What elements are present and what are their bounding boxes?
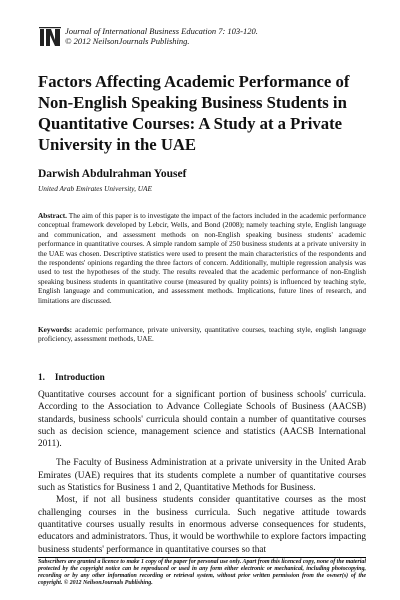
keywords bbox=[38, 325, 366, 344]
paragraph: Most, if not all business students consider quantitative courses as the most challenging courses in the business curricula. Such negative attitude towards quantitative courses usually results in enormous adverse consequences for students, educators and administrators. Thus, it would be worthwhile to explore factors impacting business students' performance in quantitative courses so that bbox=[38, 495, 366, 555]
paragraph: Quantitative courses account for a significant portion of business schools' curricula. According to the Association to Advance Collegiate Schools of Business (AACSB) standards, business schools' curricula should contain a number of quantitative courses such as decision science, management science and statistics (AACSB International 2011). bbox=[38, 390, 366, 450]
journal-header bbox=[39, 26, 258, 48]
author-name: Darwish Abdulrahman Yousef bbox=[38, 168, 187, 180]
paper-title: Factors Affecting Academic Performance of Non-English Speaking Business Students in Quantitative Courses: A Study at a Private University in the UAE bbox=[38, 72, 350, 154]
journal-citation: Journal of International Business Education 7: 103-120. bbox=[65, 26, 258, 36]
footer-divider bbox=[38, 557, 366, 558]
body-text bbox=[38, 389, 366, 556]
abstract-text: The aim of this paper is to investigate the impact of the factors included in the academic performance conceptual framework developed by Lebcir, Wells, and Bond (2008); namely teaching style, English language and communication, and assessment methods on non-English speaking business students' academic performance in quantitative courses. A simple random sample of 250 business students at a private university in the UAE was chosen. Descriptive statistics were used to present the main characteristics of the respondents and the respondents' opinions regarding the three factors of concern. Additionally, multiple regression analysis was used to test the hypotheses of the study. The results revealed that the academic performance of non-English speaking business students in quantitative course (measured by quality points) is influenced by teaching style, English language and communication, and assessment methods. Implications, future lines of research, and limitations are discussed. bbox=[38, 211, 366, 305]
keywords-text: academic performance, private university, quantitative courses, teaching style, english language proficiency, assessment methods, UAE. bbox=[38, 325, 366, 344]
journal-logo-icon bbox=[39, 26, 61, 48]
author-affiliation: United Arab Emirates University, UAE bbox=[38, 184, 152, 193]
copyright-line: © 2012 NeilsonJournals Publishing. bbox=[65, 36, 190, 46]
section-heading bbox=[38, 372, 105, 382]
abstract bbox=[38, 211, 366, 305]
abstract-label: Abstract. bbox=[38, 211, 67, 220]
paragraph: The Faculty of Business Administration at a private university in the United Arab Emirates (UAE) requires that its students complete a number of quantitative courses such as Statistics for Business 1 and 2, Quantitative Methods for Business. bbox=[38, 458, 366, 494]
copyright-footer: Subscribers are granted a licence to make 1 copy of the paper for personal use only. Apart from this licenced copy, none of the material protected by the copyright notice can be reproduced or used in any form either electronic or mechanical, including photocopying, recording or by any other information recording or retrieval system, without prior written permission from the owner(s) of the copyright. © 2012 NeilsonJournals Publishing. bbox=[38, 559, 366, 586]
section-title: Introduction bbox=[54, 372, 105, 382]
section-number: 1. bbox=[38, 372, 45, 382]
keywords-label: Keywords: bbox=[38, 325, 73, 334]
